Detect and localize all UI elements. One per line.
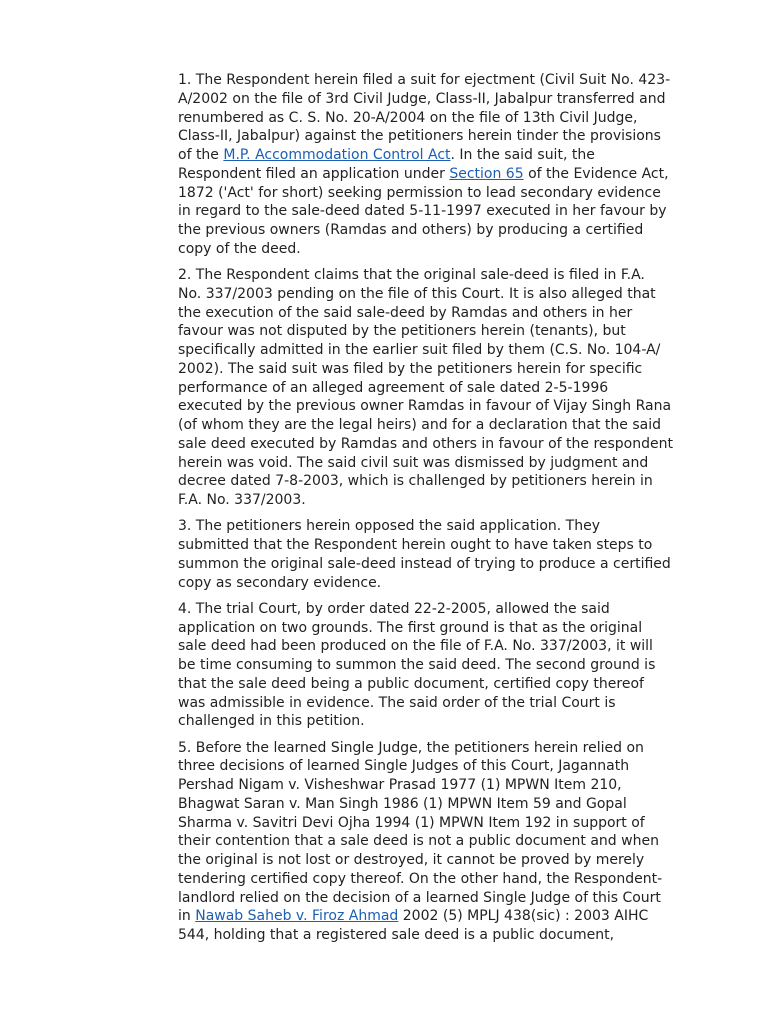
paragraph-3 <box>178 517 678 592</box>
paragraph-line <box>178 637 678 656</box>
paragraph-line <box>178 90 678 109</box>
text-run: 2002). The said suit was filed by the petitioners herein for specific <box>178 360 643 377</box>
paragraph-line <box>178 814 678 833</box>
text-run: tendering certified copy thereof. On the other hand, the Respondent- <box>178 870 663 887</box>
paragraph-line <box>178 870 678 889</box>
paragraph-line <box>178 555 678 574</box>
text-run: that the sale deed being a public document, certified copy thereof <box>178 675 644 692</box>
paragraph-1 <box>178 71 678 259</box>
paragraph-line <box>178 675 678 694</box>
paragraph-line <box>178 712 678 731</box>
paragraph-line <box>178 454 678 473</box>
paragraph-line <box>178 360 678 379</box>
citation-link[interactable]: M.P. Accommodation Control Act <box>223 147 451 163</box>
citation-link[interactable]: Section 65 <box>449 165 524 182</box>
text-run: sale deed executed by Ramdas and others in favour of the respondent <box>178 435 673 452</box>
paragraph-line <box>178 739 678 758</box>
text-run: executed by the previous owner Ramdas in favour of Vijay Singh Rana <box>178 398 672 415</box>
text-run: the previous owners (Ramdas and others) by producing a certified <box>178 222 644 238</box>
paragraph-line <box>178 240 678 259</box>
text-run: specifically admitted in the earlier suit filed by them (C.S. No. 104-A/ <box>178 342 661 358</box>
text-run: sale deed had been produced on the file of F.A. No. 337/2003, it will <box>178 638 653 655</box>
document-body <box>178 71 678 952</box>
paragraph-2 <box>178 266 678 510</box>
text-run: performance of an alleged agreement of sale dated 2-5-1996 <box>178 379 609 396</box>
text-run: 1. The Respondent herein filed a suit for ejectment (Civil Suit No. 423- <box>178 72 671 88</box>
text-run: herein was void. The said civil suit was dismissed by judgment and <box>178 454 649 471</box>
text-run: 2002 (5) MPLJ 438(sic) : 2003 AIHC <box>398 908 649 925</box>
text-run: 5. Before the learned Single Judge, the petitioners herein relied on <box>178 739 644 756</box>
text-run: the original is not lost or destroyed, it cannot be proved by merely <box>178 852 645 868</box>
paragraph-line <box>178 776 678 795</box>
text-run: their contention that a sale deed is not a public document and when <box>178 833 659 850</box>
text-run: submitted that the Respondent herein ought to have taken steps to <box>178 537 653 553</box>
paragraph-line <box>178 472 678 491</box>
text-run: three decisions of learned Single Judges of this Court, Jagannath <box>178 758 630 775</box>
paragraph-line <box>178 71 678 90</box>
paragraph-line <box>178 221 678 240</box>
text-run: copy of the deed. <box>178 240 301 257</box>
paragraph-line <box>178 832 678 851</box>
paragraph-line <box>178 285 678 304</box>
paragraph-line <box>178 656 678 675</box>
paragraph-line <box>178 127 678 146</box>
text-run: 2. The Respondent claims that the original sale-deed is filed in F.A. <box>178 267 645 283</box>
paragraph-5 <box>178 739 678 945</box>
text-run: Class-II, Jabalpur) against the petitioners herein tinder the provisions <box>178 128 661 145</box>
paragraph-line <box>178 184 678 203</box>
text-run: Pershad Nigam v. Visheshwar Prasad 1977 (1) MPWN Item 210, <box>178 777 622 793</box>
paragraph-line <box>178 619 678 638</box>
paragraph-line <box>178 694 678 713</box>
paragraph-line <box>178 397 678 416</box>
paragraph-line <box>178 304 678 323</box>
paragraph-line <box>178 322 678 341</box>
text-run: 3. The petitioners herein opposed the said application. They <box>178 518 600 535</box>
paragraph-line <box>178 491 678 510</box>
text-run: in <box>178 908 196 925</box>
text-run: favour was not disputed by the petitioners herein (tenants), but <box>178 323 626 340</box>
text-run: Sharma v. Savitri Devi Ojha 1994 (1) MPWN Item 192 in support of <box>178 814 645 831</box>
paragraph-line <box>178 889 678 908</box>
paragraph-line <box>178 165 678 184</box>
text-run: of the <box>178 147 224 163</box>
text-run: 1872 ('Act' for short) seeking permission to lead secondary evidence <box>178 184 661 201</box>
paragraph-line <box>178 435 678 454</box>
text-run: was admissible in evidence. The said order of the trial Court is <box>178 694 616 711</box>
text-run: Respondent filed an application under <box>178 165 450 182</box>
paragraph-line <box>178 109 678 128</box>
paragraph-line <box>178 795 678 814</box>
text-run: be time consuming to summon the said deed. The second ground is <box>178 657 656 673</box>
paragraph-line <box>178 517 678 536</box>
text-run: copy as secondary evidence. <box>178 574 382 591</box>
text-run: (of whom they are the legal heirs) and for a declaration that the said <box>178 417 661 433</box>
paragraph-line <box>178 926 678 945</box>
text-run: 544, holding that a registered sale deed is a public document, <box>178 927 615 943</box>
paragraph-line <box>178 266 678 285</box>
text-run: challenged in this petition. <box>178 713 365 730</box>
text-run: the execution of the said sale-deed by Ramdas and others in her <box>178 304 633 321</box>
paragraph-line <box>178 341 678 360</box>
paragraph-line <box>178 600 678 619</box>
text-run: A/2002 on the file of 3rd Civil Judge, Class-II, Jabalpur transferred and <box>178 90 666 107</box>
text-run: of the Evidence Act, <box>523 165 669 182</box>
paragraph-line <box>178 379 678 398</box>
paragraph-line <box>178 757 678 776</box>
text-run: 4. The trial Court, by order dated 22-2-2005, allowed the said <box>178 600 610 617</box>
text-run: No. 337/2003 pending on the file of this Court. It is also alleged that <box>178 285 656 302</box>
text-run: in regard to the sale-deed dated 5-11-1997 executed in her favour by <box>178 203 667 220</box>
paragraph-line <box>178 536 678 555</box>
citation-link[interactable]: Nawab Saheb v. Firoz Ahmad <box>195 908 399 925</box>
text-run: summon the original sale-deed instead of trying to produce a certified <box>178 555 671 572</box>
paragraph-line <box>178 146 678 165</box>
paragraph-4 <box>178 600 678 731</box>
paragraph-line <box>178 202 678 221</box>
text-run: . In the said suit, the <box>450 147 595 163</box>
paragraph-line <box>178 907 678 926</box>
text-run: application on two grounds. The first ground is that as the original <box>178 619 643 636</box>
paragraph-line <box>178 851 678 870</box>
text-run: renumbered as C. S. No. 20-A/2004 on the file of 13th Civil Judge, <box>178 109 638 126</box>
text-run: F.A. No. 337/2003. <box>178 492 306 508</box>
paragraph-line <box>178 416 678 435</box>
text-run: decree dated 7-8-2003, which is challenged by petitioners herein in <box>178 473 653 490</box>
text-run: landlord relied on the decision of a learned Single Judge of this Court <box>178 889 661 906</box>
paragraph-line <box>178 574 678 593</box>
text-run: Bhagwat Saran v. Man Singh 1986 (1) MPWN Item 59 and Gopal <box>178 795 627 812</box>
